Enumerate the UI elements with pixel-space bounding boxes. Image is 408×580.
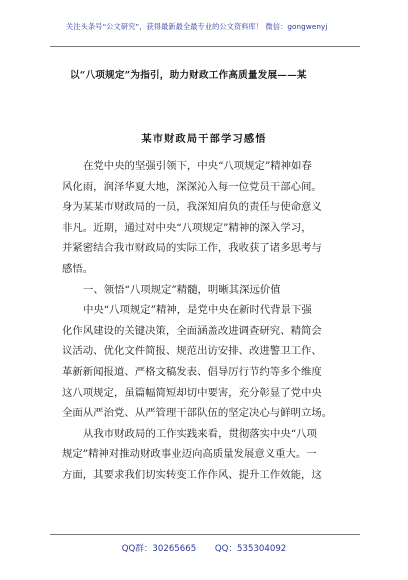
text-line: 议活动、优化文件简报、规范出访安排、改进警卫工作、 bbox=[62, 345, 322, 358]
document-body bbox=[62, 156, 364, 486]
paragraph-practice bbox=[62, 424, 364, 486]
qq-number: QQ：535304092 bbox=[214, 544, 287, 554]
document-title: 以“八项规定”为指引，助力财政工作高质量发展——某 bbox=[70, 70, 307, 81]
text-line: 方面，其要求我们切实转变工作作风、提升工作效能，这 bbox=[62, 468, 322, 481]
text-line: 革新新闻报道、严格文稿发表、倡导厉行节约等多个维度 bbox=[62, 365, 322, 378]
text-line: 非凡。近期，通过对中央“八项规定”精神的深入学习， bbox=[62, 221, 312, 234]
paragraph-intro bbox=[62, 156, 364, 280]
footer-divider bbox=[50, 534, 360, 535]
text-line: 规定”精神对推动财政事业迈向高质量发展意义重大。一 bbox=[62, 448, 317, 461]
paragraph-definition bbox=[62, 300, 364, 424]
text-line: 身为某某市财政局的一员，我深知肩负的责任与使命意义 bbox=[62, 201, 322, 214]
text-line: 在党中央的坚强引领下，中央“八项规定”精神如春 bbox=[83, 160, 312, 172]
text-line: 化作风建设的关键决策，全面涵盖改进调查研究、精简会 bbox=[62, 324, 322, 337]
footer-contact bbox=[0, 542, 408, 554]
section-heading-text: 一、领悟“八项规定”精髓，明晰其深远价值 bbox=[83, 283, 281, 296]
text-line: 从我市财政局的工作实践来看，贯彻落实中央“八项 bbox=[83, 427, 317, 440]
header-divider bbox=[50, 46, 360, 47]
text-line: 中央“八项规定”精神，是党中央在新时代背景下强 bbox=[83, 304, 312, 317]
section-heading bbox=[62, 280, 364, 301]
text-line: 并紧密结合我市财政局的实际工作，我收获了诸多思考与 bbox=[62, 242, 322, 255]
text-line: 风化雨，润泽华夏大地，深深沁入每一位党员干部心间。 bbox=[62, 180, 322, 193]
qq-group-number: QQ群：30265665 bbox=[121, 544, 197, 554]
text-line: 全面从严治党、从严管理干部队伍的坚定决心与鲜明立场。 bbox=[62, 407, 333, 420]
text-line: 这八项规定，虽篇幅简短却切中要害，充分彰显了党中央 bbox=[62, 386, 322, 399]
text-line: 感悟。 bbox=[62, 262, 94, 275]
document-subtitle: 某市财政局干部学习感悟 bbox=[141, 133, 267, 145]
header-banner: 关注头条号“公文研究”，获得最新最全最专业的公文资料库！ 微信：gongwenyj bbox=[66, 22, 328, 31]
